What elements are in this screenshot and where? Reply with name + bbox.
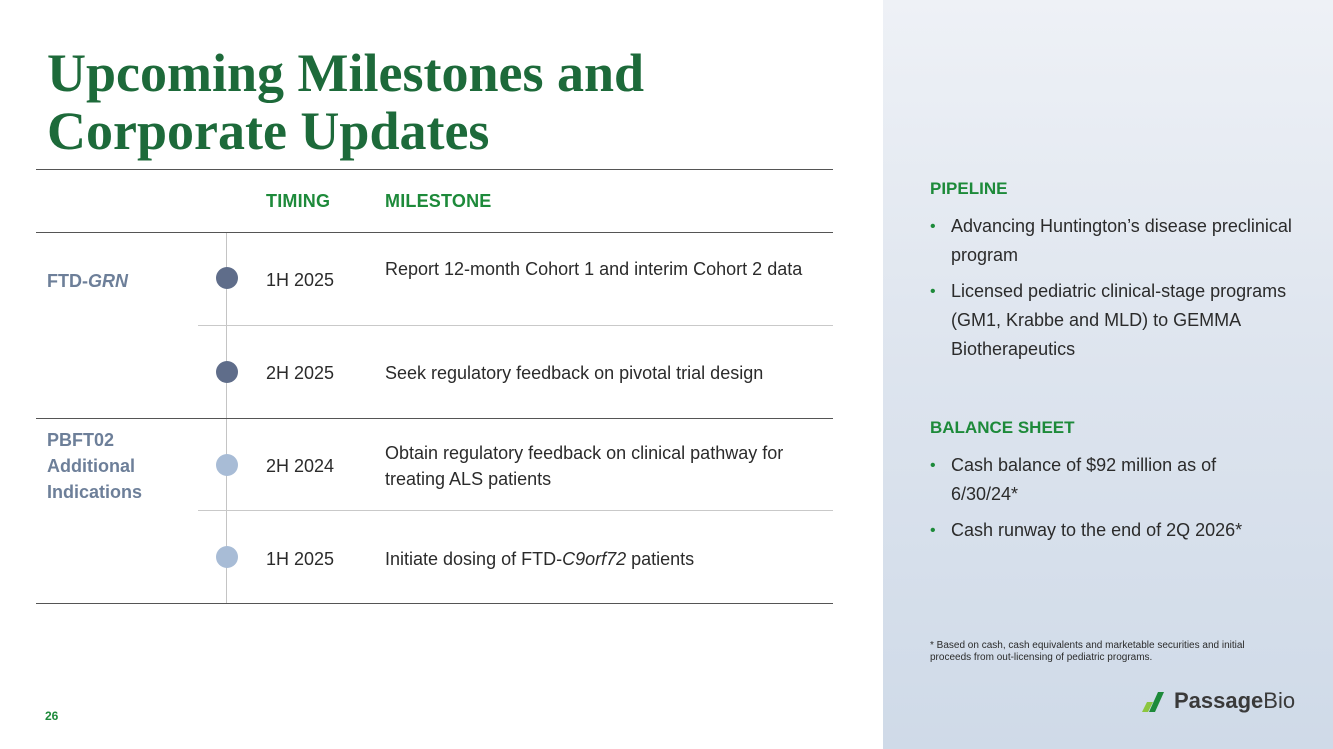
header-bottom-rule: [36, 232, 833, 233]
passage-bio-logo: [1140, 686, 1295, 716]
group-label-italic: GRN: [87, 271, 128, 291]
timeline-dot: [216, 267, 238, 289]
bullet-icon: •: [930, 522, 936, 539]
pipeline-item: [930, 212, 1330, 270]
header-timing: TIMING: [266, 191, 331, 211]
row-milestone: Obtain regulatory feedback on clinical pathway for treating ALS patients: [385, 443, 784, 489]
balance-item: [930, 516, 1330, 545]
slide-title-line-2: Corporate Updates: [47, 101, 490, 161]
timeline-dot: [216, 546, 238, 568]
row-divider: [198, 510, 833, 511]
group-label-line: Indications: [47, 482, 143, 502]
row-milestone: [385, 546, 825, 572]
pipeline-item: [930, 277, 1330, 364]
slide-title: [47, 44, 847, 160]
balance-item-text: Cash runway to the end of 2Q 2026*: [951, 520, 1243, 540]
group-label-ftd-grn: [47, 268, 128, 294]
balance-heading: BALANCE SHEET: [930, 418, 1075, 437]
milestone-suffix: patients: [626, 549, 695, 569]
group-label-prefix: FTD-: [47, 271, 88, 291]
row-divider: [198, 325, 833, 326]
table-top-rule: [36, 169, 833, 170]
pipeline-item-text: Licensed pediatric clinical-stage programs (GM1, Krabbe and MLD) to GEMMA Biotherapeutics: [951, 281, 1287, 359]
timeline-dot: [216, 454, 238, 476]
milestone-prefix: Initiate dosing of FTD-: [385, 549, 563, 569]
header-milestone: MILESTONE: [385, 191, 492, 211]
group-divider: [36, 418, 833, 419]
balance-item: [930, 451, 1230, 509]
side-panel: [883, 0, 1333, 749]
slide-title-line-1: Upcoming Milestones and: [47, 43, 645, 103]
row-milestone: Report 12-month Cohort 1 and interim Cohort 2 data: [385, 259, 803, 279]
logo-text-regular: Bio: [1263, 688, 1296, 713]
balance-item-text: Cash balance of $92 million as of 6/30/24*: [951, 455, 1217, 504]
group-label-line: Additional: [47, 456, 135, 476]
row-timing: 2H 2024: [266, 456, 335, 476]
pipeline-heading: PIPELINE: [930, 179, 1008, 198]
row-milestone: Seek regulatory feedback on pivotal trial design: [385, 363, 764, 383]
logo-text-bold: Passage: [1174, 688, 1264, 713]
footnote: * Based on cash, cash equivalents and marketable securities and initial proceeds from out-licensing of pediatric programs.: [930, 640, 1245, 663]
pipeline-item-text: Advancing Huntington’s disease preclinical program: [951, 216, 1292, 265]
group-label-line: PBFT02: [47, 430, 115, 450]
row-timing: 1H 2025: [266, 270, 335, 290]
balance-list: [930, 451, 1243, 552]
row-timing: 2H 2025: [266, 363, 335, 383]
bullet-icon: •: [930, 283, 936, 300]
bullet-icon: •: [930, 457, 936, 474]
passage-bio-logo-icon: [1140, 688, 1166, 714]
row-timing: 1H 2025: [266, 549, 335, 569]
timeline-dot: [216, 361, 238, 383]
page-number: 26: [45, 709, 59, 723]
logo-text: [1174, 688, 1295, 714]
pipeline-list: [930, 212, 1330, 371]
milestone-italic: C9orf72: [562, 549, 627, 569]
bullet-icon: •: [930, 218, 936, 235]
group-label-pbft02: [47, 427, 142, 505]
table-bottom-rule: [36, 603, 833, 604]
